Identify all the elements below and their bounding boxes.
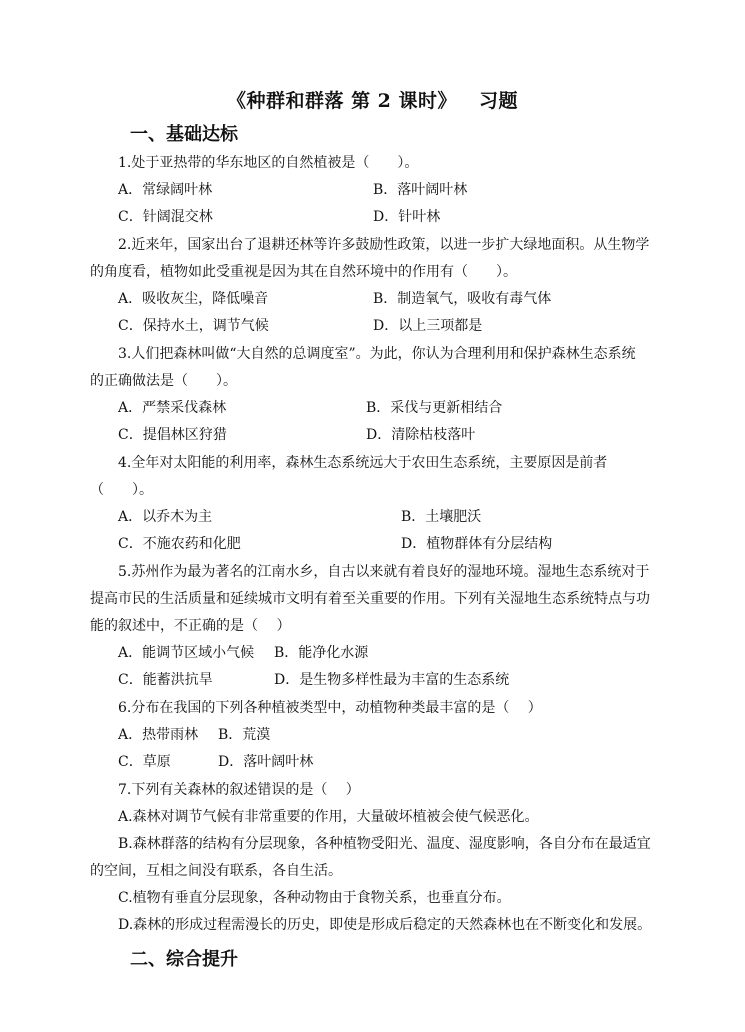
question-7-stem: 7.下列有关森林的叙述错误的是（ ）: [118, 782, 360, 798]
question-6-option-b: B．荒漠: [218, 727, 271, 743]
question-3-option-b: B．采伐与更新相结合: [366, 400, 503, 416]
question-5-stem-line-2: 提高市民的生活质量和延续城市文明有着至关重要的作用。下列有关湿地生态系统特点与功: [90, 591, 650, 607]
question-7-option-b-line-2: 的空间，互相之间没有联系，各自生活。: [90, 863, 342, 879]
question-2-stem-line-2: 的角度看，植物如此受重视是因为其在自然环境中的作用有（ ）。: [90, 264, 517, 280]
question-6-option-a: A．热带雨林: [118, 727, 199, 743]
question-4-option-d: D．植物群体有分层结构: [401, 536, 553, 552]
section-heading-basic: 一、基础达标: [130, 124, 238, 145]
question-7-option-c: C.植物有垂直分层现象，各种动物由于食物关系，也垂直分布。: [118, 890, 511, 906]
question-3-stem-line-2: 的正确做法是（ ）。: [90, 373, 237, 389]
question-3-option-d: D．清除枯枝落叶: [366, 427, 476, 443]
question-2-option-b: B．制造氧气，吸收有毒气体: [373, 291, 552, 307]
question-2-option-a: A．吸收灰尘，降低噪音: [118, 291, 269, 307]
question-7-option-a: A.森林对调节气候有非常重要的作用，大量破坏植被会使气候恶化。: [118, 809, 539, 825]
question-4-stem-line-1: 4.全年对太阳能的利用率，森林生态系统远大于农田生态系统，主要原因是前者: [118, 455, 608, 471]
question-5-option-a: A．能调节区域小气候: [118, 645, 255, 661]
question-5-option-b: B．能净化水源: [274, 645, 369, 661]
question-5-option-c: C．能蓄洪抗旱: [118, 672, 213, 688]
question-7-option-b-line-1: B.森林群落的结构有分层现象，各种植物受阳光、温度、湿度影响，各自分布在最适宜: [118, 836, 651, 852]
question-2-option-d: D．以上三项都是: [373, 318, 483, 334]
question-6-option-c: C．草原: [118, 754, 171, 770]
question-3-option-a: A．严禁采伐森林: [118, 400, 227, 416]
title-suffix: 习题: [479, 90, 519, 112]
question-1-option-b: B．落叶阔叶林: [373, 182, 468, 198]
question-1-option-c: C．针阔混交林: [118, 209, 213, 225]
question-1-option-d: D．针叶林: [373, 209, 441, 225]
question-4-option-b: B．土壤肥沃: [401, 509, 482, 525]
question-4-stem-line-2: （ ）。: [90, 482, 153, 498]
question-3-option-c: C．提倡林区狩猎: [118, 427, 227, 443]
question-6-stem: 6.分布在我国的下列各种植被类型中，动植物种类最丰富的是（ ）: [118, 700, 542, 716]
question-6-option-d: D．落叶阔叶林: [218, 754, 314, 770]
title-main: 《种群和群落 第 2 课时》: [226, 90, 458, 112]
document-title: [0, 86, 745, 113]
section-heading-comprehensive: 二、综合提升: [130, 949, 238, 970]
question-4-option-a: A．以乔木为主: [118, 509, 213, 525]
question-4-option-c: C．不施农药和化肥: [118, 536, 241, 552]
question-5-option-d: D．是生物多样性最为丰富的生态系统: [274, 672, 510, 688]
question-7-option-d: D.森林的形成过程需漫长的历史，即使是形成后稳定的天然森林也在不断变化和发展。: [118, 917, 652, 933]
question-1-stem: 1.处于亚热带的华东地区的自然植被是（ ）。: [118, 155, 419, 171]
question-5-stem-line-3: 能的叙述中，不正确的是（ ）: [90, 618, 291, 634]
question-3-stem-line-1: 3.人们把森林叫做“大自然的总调度室”。为此，你认为合理利用和保护森林生态系统: [118, 346, 636, 362]
question-1-option-a: A．常绿阔叶林: [118, 182, 213, 198]
question-5-stem-line-1: 5.苏州作为最为著名的江南水乡，自古以来就有着良好的湿地环境。湿地生态系统对于: [118, 564, 650, 580]
question-2-stem-line-1: 2.近来年，国家出台了退耕还林等许多鼓励性政策，以进一步扩大绿地面积。从生物学: [118, 237, 650, 253]
question-2-option-c: C．保持水土，调节气候: [118, 318, 269, 334]
